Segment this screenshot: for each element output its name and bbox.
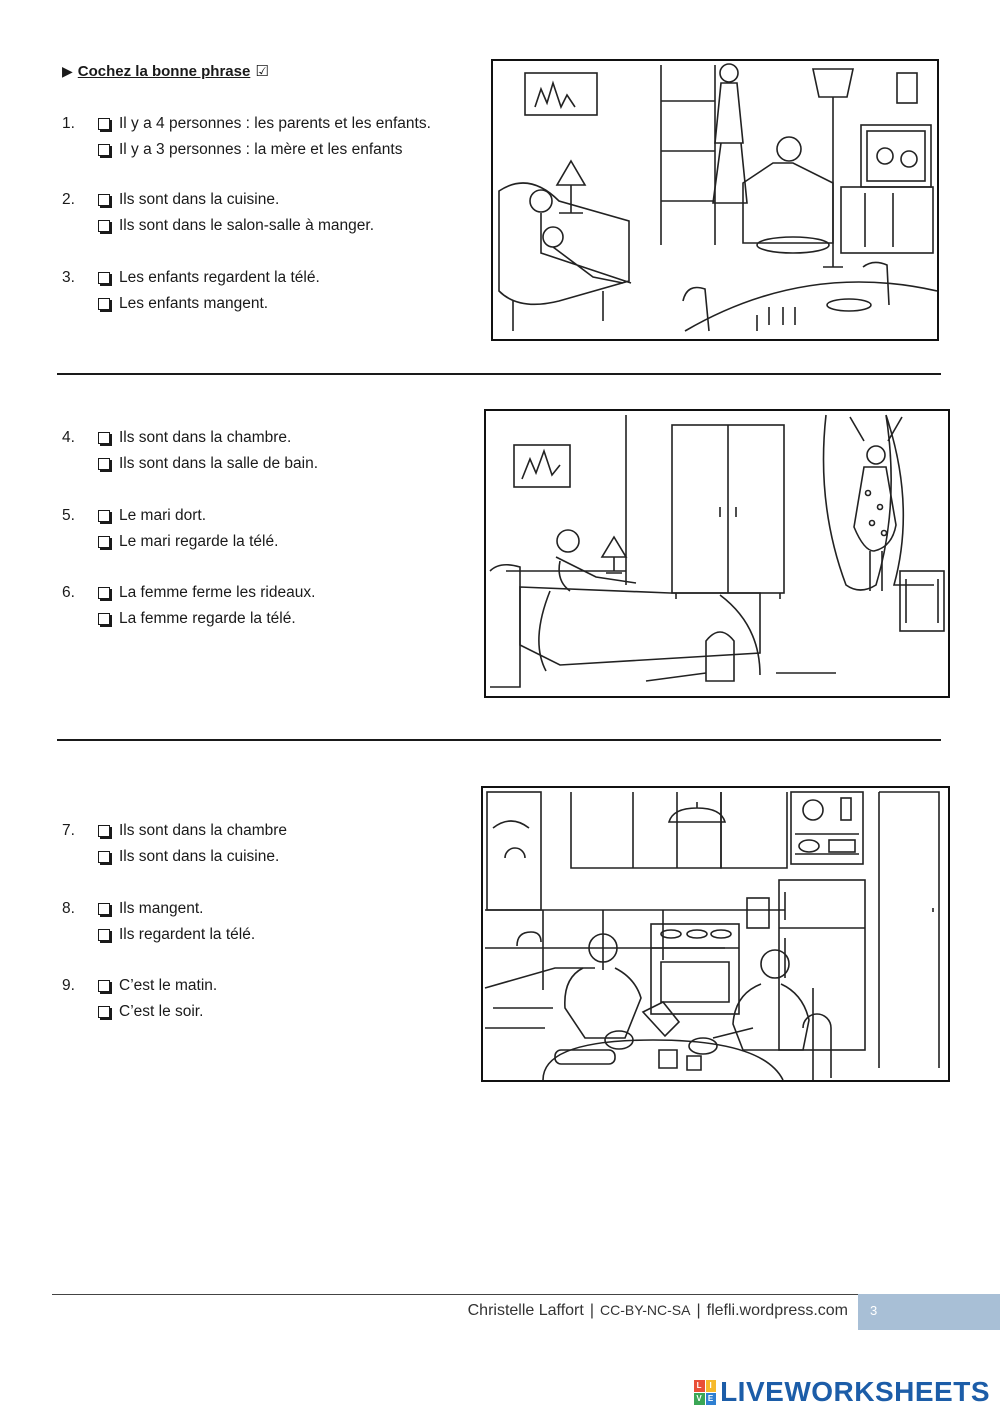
logo-letter: L xyxy=(694,1380,705,1392)
answer-option: Ils sont dans la chambre. xyxy=(119,429,292,446)
answer-option: Ils mangent. xyxy=(119,900,204,917)
section-divider xyxy=(57,739,941,741)
question-number: 4. xyxy=(62,429,75,446)
instruction-text: Cochez la bonne phrase xyxy=(77,62,251,80)
kitchen-illustration xyxy=(481,786,950,1082)
answer-checkbox[interactable] xyxy=(98,536,110,548)
answer-checkbox[interactable] xyxy=(98,903,110,915)
answer-checkbox[interactable] xyxy=(98,613,110,625)
brand-name: LIVEWORKSHEETS xyxy=(720,1376,990,1407)
question-6 xyxy=(62,580,315,632)
answer-checkbox[interactable] xyxy=(98,510,110,522)
answer-checkbox[interactable] xyxy=(98,929,110,941)
answer-checkbox[interactable] xyxy=(98,825,110,837)
footer-author: Christelle Laffort xyxy=(467,1302,584,1319)
question-number: 5. xyxy=(62,507,75,524)
answer-option: Ils sont dans la cuisine. xyxy=(119,848,280,865)
answer-option: Ils sont dans le salon-salle à manger. xyxy=(119,217,375,234)
footer-website[interactable]: flefli.wordpress.com xyxy=(706,1302,848,1319)
question-number: 3. xyxy=(62,269,75,286)
answer-option: Ils sont dans la salle de bain. xyxy=(119,455,319,472)
bedroom-illustration xyxy=(484,409,950,698)
question-2 xyxy=(62,187,374,239)
section-divider xyxy=(57,373,941,375)
answer-checkbox[interactable] xyxy=(98,144,110,156)
question-number: 8. xyxy=(62,900,75,917)
logo-letter: V xyxy=(694,1393,705,1405)
play-triangle-icon: ▶ xyxy=(62,62,73,79)
question-number: 6. xyxy=(62,584,75,601)
answer-checkbox[interactable] xyxy=(98,298,110,310)
answer-checkbox[interactable] xyxy=(98,587,110,599)
answer-option: Il y a 3 personnes : la mère et les enfants xyxy=(119,141,403,158)
answer-option: Les enfants mangent. xyxy=(119,295,269,312)
logo-letter: E xyxy=(706,1393,717,1405)
answer-option: Ils sont dans la cuisine. xyxy=(119,191,280,208)
question-number: 7. xyxy=(62,822,75,839)
answer-option: Ils regardent la télé. xyxy=(119,926,256,943)
footer-separator: | xyxy=(589,1302,594,1319)
answer-checkbox[interactable] xyxy=(98,458,110,470)
answer-checkbox[interactable] xyxy=(98,272,110,284)
answer-option: Le mari dort. xyxy=(119,507,207,524)
logo-letter: I xyxy=(706,1380,717,1392)
answer-option: Le mari regarde la télé. xyxy=(119,533,279,550)
question-number: 1. xyxy=(62,115,75,132)
answer-option: C’est le matin. xyxy=(119,977,218,994)
answer-checkbox[interactable] xyxy=(98,432,110,444)
answer-checkbox[interactable] xyxy=(98,194,110,206)
question-3 xyxy=(62,265,320,317)
liveworksheets-logo-icon xyxy=(694,1380,716,1404)
question-number: 9. xyxy=(62,977,75,994)
footer-license: CC-BY-NC-SA xyxy=(599,1302,691,1318)
page-number: 3 xyxy=(858,1294,1000,1330)
question-number: 2. xyxy=(62,191,75,208)
footer-credits xyxy=(468,1302,848,1320)
checkbox-checked-icon: ☑ xyxy=(255,63,269,80)
answer-checkbox[interactable] xyxy=(98,118,110,130)
answer-option: La femme ferme les rideaux. xyxy=(119,584,316,601)
question-1 xyxy=(62,111,431,163)
footer-separator: | xyxy=(696,1302,701,1319)
footer-divider xyxy=(52,1294,858,1295)
answer-checkbox[interactable] xyxy=(98,851,110,863)
answer-checkbox[interactable] xyxy=(98,980,110,992)
answer-checkbox[interactable] xyxy=(98,1006,110,1018)
answer-option: Il y a 4 personnes : les parents et les enfants. xyxy=(119,115,431,132)
instruction-heading xyxy=(62,62,269,80)
question-5 xyxy=(62,503,278,555)
answer-option: C’est le soir. xyxy=(119,1003,204,1020)
answer-option: La femme regarde la télé. xyxy=(119,610,296,627)
question-8 xyxy=(62,896,255,948)
question-4 xyxy=(62,425,318,477)
liveworksheets-brand xyxy=(694,1376,990,1408)
living-room-illustration xyxy=(491,59,939,341)
answer-checkbox[interactable] xyxy=(98,220,110,232)
question-7 xyxy=(62,818,287,870)
question-9 xyxy=(62,973,217,1025)
answer-option: Les enfants regardent la télé. xyxy=(119,269,320,286)
answer-option: Ils sont dans la chambre xyxy=(119,822,288,839)
